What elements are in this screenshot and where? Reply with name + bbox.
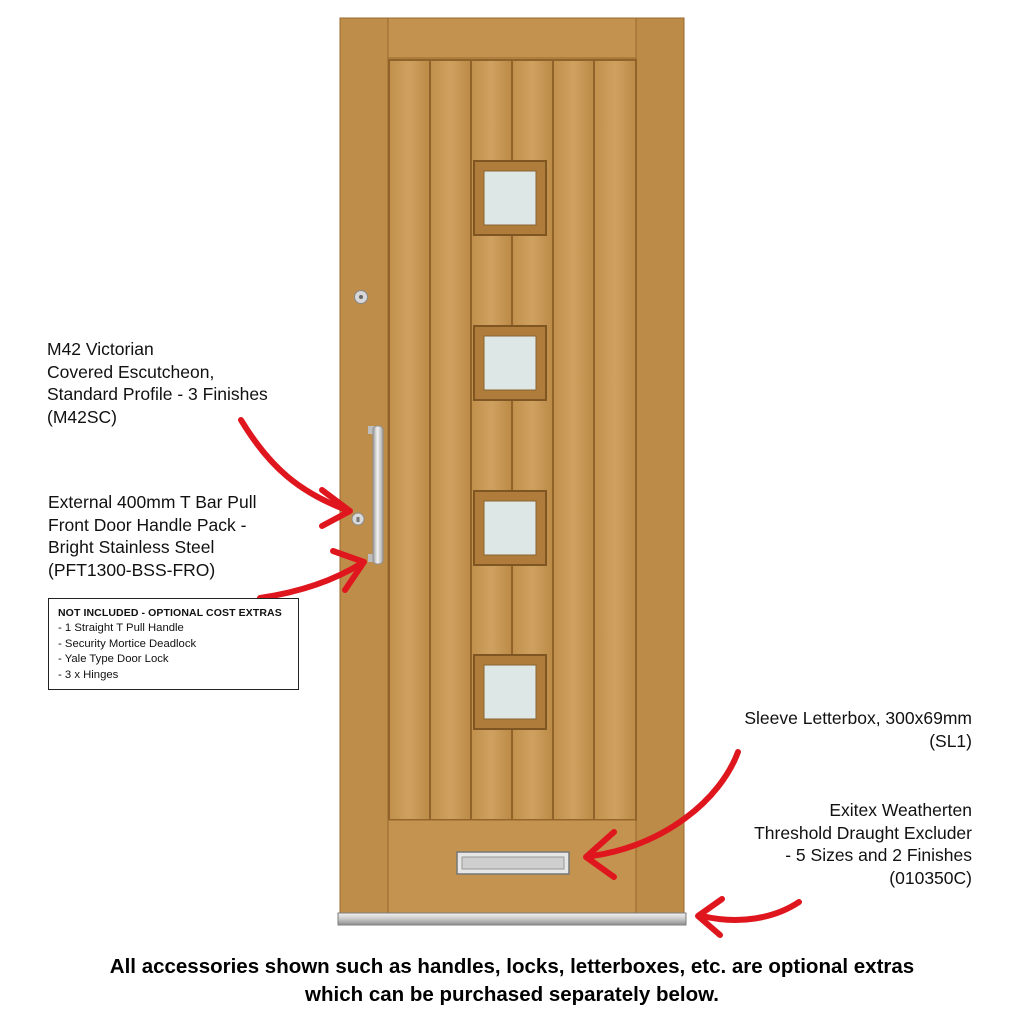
list-item: - Security Mortice Deadlock [58, 637, 289, 652]
glass-panel [474, 161, 546, 235]
callout-line: Standard Profile - 3 Finishes [47, 384, 268, 404]
callout-line: M42 Victorian [47, 339, 154, 359]
callout-line: (M42SC) [47, 406, 118, 427]
optional-extras-list [58, 621, 289, 683]
callout-line: - 5 Sizes and 2 Finishes [785, 845, 972, 865]
footer-line: which can be purchased separately below. [305, 983, 719, 1006]
optional-extras-title: NOT INCLUDED - OPTIONAL COST EXTRAS [58, 607, 282, 619]
callout-t-bar-handle [48, 491, 256, 581]
callout-line: Sleeve Letterbox, 300x69mm [744, 708, 972, 728]
list-item: - Yale Type Door Lock [58, 652, 289, 667]
callout-line: External 400mm T Bar Pull [48, 492, 257, 512]
callout-line: (SL1) [929, 730, 972, 751]
arrow-m42 [241, 420, 350, 526]
callout-line: (PFT1300-BSS-FRO) [48, 559, 216, 580]
escutcheon [352, 513, 364, 525]
callout-m42-escutcheon [47, 338, 268, 428]
callout-line: Bright Stainless Steel [48, 537, 215, 557]
callout-threshold [754, 799, 972, 889]
callout-line: Front Door Handle Pack - [48, 514, 247, 535]
glass-panel [474, 491, 546, 565]
door [338, 18, 686, 925]
list-item: - 1 Straight T Pull Handle [58, 621, 289, 636]
footer-line: All accessories shown such as handles, locks, letterboxes, etc. are optional extras [109, 955, 915, 978]
footer-note [0, 953, 1024, 1009]
glass-panel [474, 655, 546, 729]
letterbox [457, 852, 569, 874]
callout-line: Threshold Draught Excluder [754, 822, 972, 843]
glass-panel [474, 326, 546, 400]
arrow-exitex [698, 899, 799, 935]
callout-line: (010350C) [889, 867, 972, 888]
callout-line: Covered Escutcheon, [47, 361, 215, 382]
list-item: - 3 x Hinges [58, 668, 289, 683]
threshold [338, 913, 686, 925]
callout-line: Exitex Weatherten [829, 800, 972, 820]
optional-extras-box [48, 598, 299, 690]
lock-cylinder [355, 291, 368, 304]
callout-letterbox [744, 707, 972, 752]
